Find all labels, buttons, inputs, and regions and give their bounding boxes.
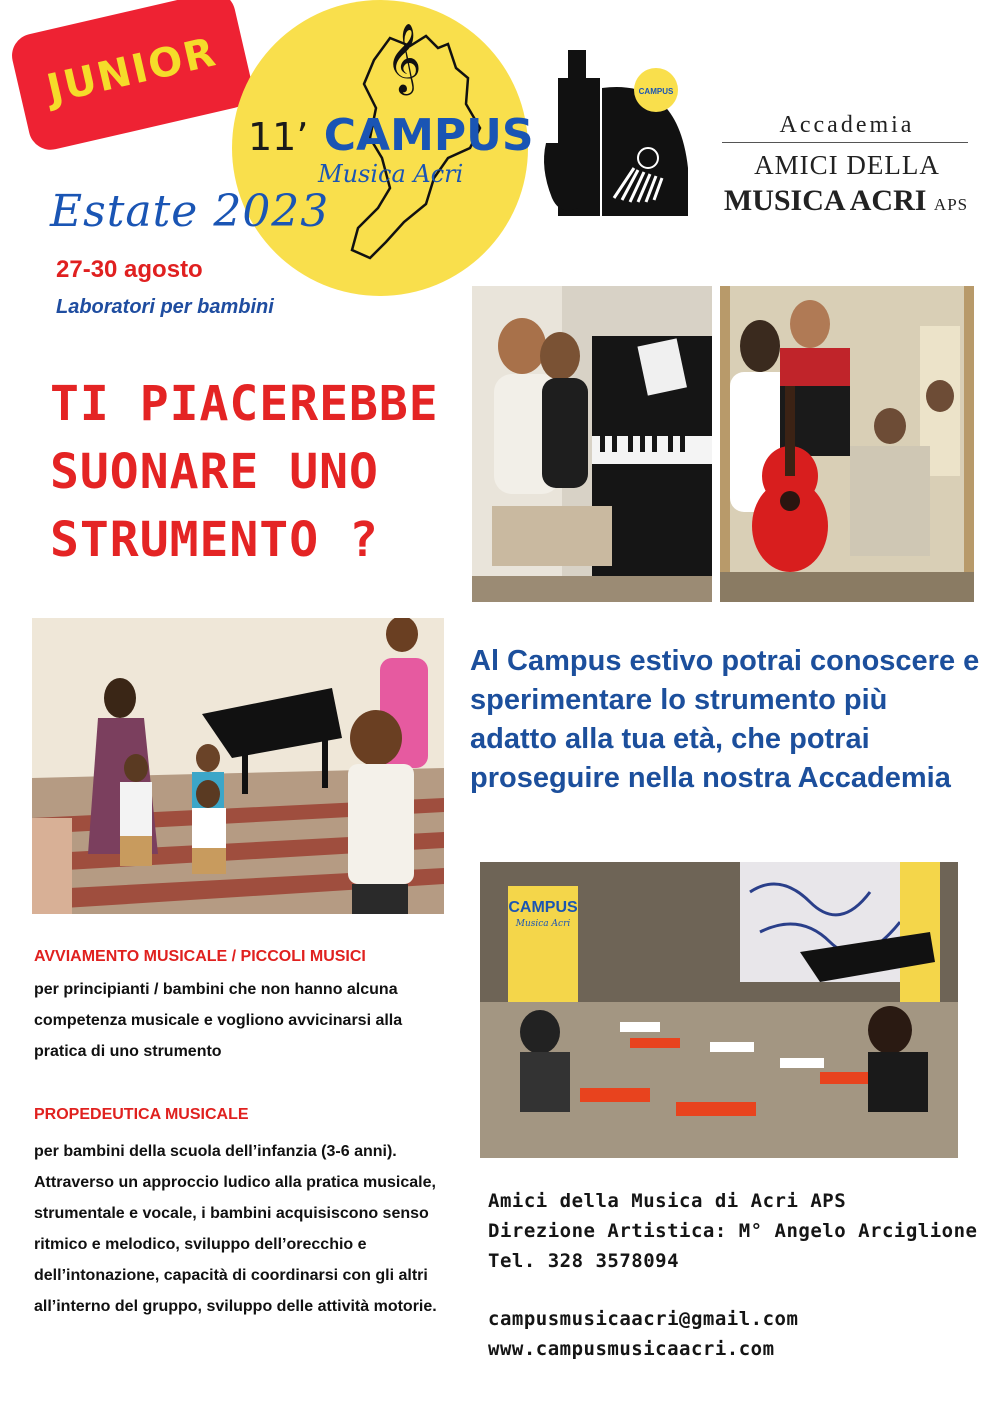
- headline-line-2: SUONARE UNO: [50, 444, 379, 500]
- academy-logo-icon: [538, 48, 693, 218]
- section-avviamento-body: per principianti / bambini che non hanno alcuna competenza musicale e vogliono avvicinarsi alla pratica di uno strumento: [34, 981, 403, 1060]
- academy-name: MUSICA ACRI: [723, 184, 927, 217]
- junior-label: JUNIOR: [42, 29, 222, 113]
- campus-logo-title: [248, 110, 534, 161]
- academy-suffix: APS: [933, 195, 969, 214]
- academy-line-3: [716, 184, 976, 218]
- campus-edition: 11’: [248, 115, 309, 159]
- academy-divider: [722, 142, 968, 143]
- event-labs: Laboratori per bambini: [56, 296, 274, 318]
- contact-director: Direzione Artistica: M° Angelo Arciglione: [488, 1220, 978, 1242]
- headline: [50, 370, 470, 574]
- headline-line-1: TI PIACEREBBE: [50, 376, 439, 432]
- headline-line-3: STRUMENTO ?: [50, 512, 379, 568]
- season-title: Estate 2023: [50, 186, 330, 237]
- photo-concert-hall: [480, 862, 958, 1158]
- junior-badge: [8, 0, 257, 154]
- banner-title: CAMPUS: [508, 899, 578, 916]
- academy-line-1: Accademia: [779, 112, 915, 138]
- photo-kids-class: [32, 618, 444, 914]
- contact-phone[interactable]: Tel. 328 3578094: [488, 1250, 680, 1272]
- photo-guitar-lesson: [720, 286, 974, 602]
- campus-word: CAMPUS: [323, 110, 534, 161]
- intro-blurb: Al Campus estivo potrai conoscere e sperimentare lo strumento più adatto alla tua età, che potrai proseguire nella nostra Accademia: [470, 645, 980, 794]
- campus-logo-subtitle: Musica Acri: [318, 160, 464, 188]
- section-propedeutica-body: per bambini della scuola dell’infanzia (3-6 anni). Attraverso un approccio ludico alla pratica musicale, strumentale e vocale, i bambini acquisiscono senso ritmico e melodico, sviluppo dell’orecchio e dell’intonazione, capacità di coordinarsi con gli altri all’interno del gruppo, sviluppo delle attività motorie.: [34, 1143, 437, 1315]
- section-avviamento-title: AVVIAMENTO MUSICALE / PICCOLI MUSICI: [34, 948, 366, 965]
- svg-text:𝄞: 𝄞: [386, 23, 422, 93]
- contact-email[interactable]: campusmusicaacri@gmail.com: [488, 1308, 799, 1330]
- photo-piano-students: [472, 286, 712, 602]
- banner-subtitle: Musica Acri: [515, 919, 571, 929]
- event-dates: 27-30 agosto: [56, 256, 203, 283]
- contact-website[interactable]: www.campusmusicaacri.com: [488, 1338, 775, 1360]
- academy-line-2: AMICI DELLA: [754, 150, 940, 180]
- academy-mini-logo-text: CAMPUS: [638, 87, 674, 96]
- section-propedeutica-title: PROPEDEUTICA MUSICALE: [34, 1106, 249, 1123]
- contact-org: Amici della Musica di Acri APS: [488, 1190, 847, 1212]
